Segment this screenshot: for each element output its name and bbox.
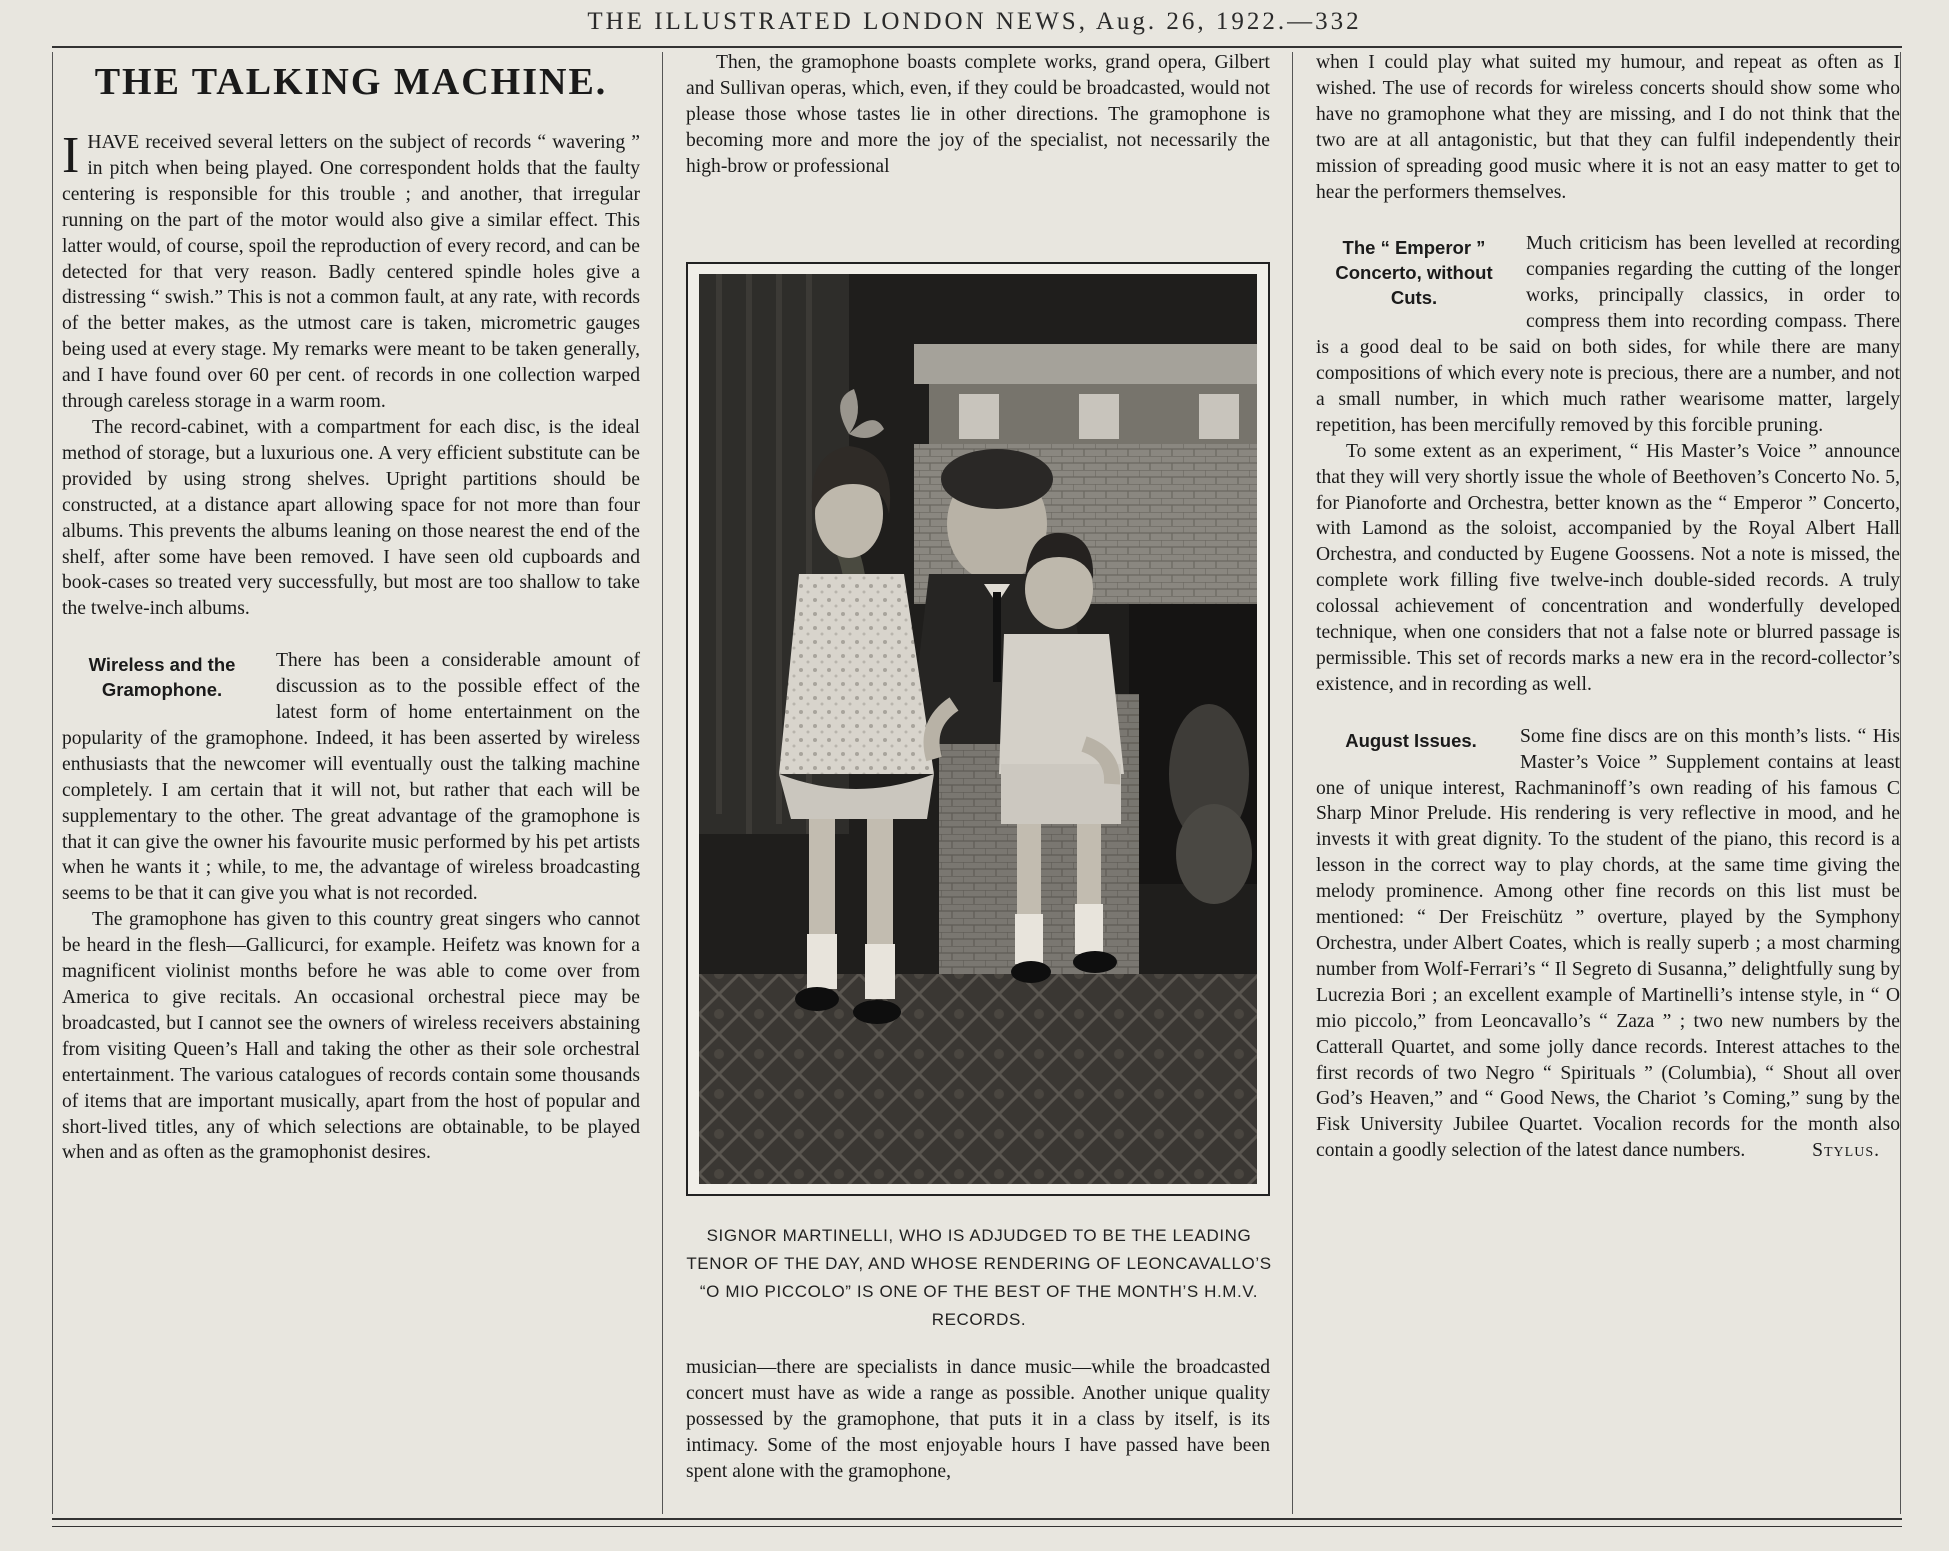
bottom-rule-thin	[52, 1526, 1902, 1527]
paragraph: The gramophone has given to this country great singers who cannot be heard in the flesh—Gallicurci, for example. Heifetz was known for a magnificent violinist months before he was able to come over from America to give recitals. An occasional orchestral piece may be broadcasted, but I cannot see the owners of wireless receivers abstaining from visiting Queen’s Hall and taking the other as their sole orchestral entertainment. The various catalogues of records contain some thousands of items that are important musically, apart from the host of popular and short-lived titles, any of which selections are obtainable, to be played when and as often as the gramophonist desires.	[62, 909, 640, 1164]
photo-caption: SIGNOR MARTINELLI, WHO IS ADJUDGED TO BE THE LEADING TENOR OF THE DAY, AND WHOSE RENDERING OF LEONCAVALLO’S “O MIO PICCOLO” IS ONE OF THE BEST OF THE MONTH’S H.M.V. RECORDS.	[686, 1226, 1272, 1329]
author-signature: Stylus.	[1812, 1140, 1880, 1162]
side-heading-august: August Issues.	[1345, 729, 1477, 751]
paragraph	[62, 648, 640, 907]
article-title: THE TALKING MACHINE.	[94, 61, 608, 103]
paragraph: musician—there are specialists in dance music—while the broadcasted concert must have as wide a range as possible. Another unique quality possessed by the gramophone, that puts it in a class by itself, is its intimacy. Some of the most enjoyable hours I have passed have been spent alone with the gramophone,	[686, 1357, 1270, 1482]
paragraph: The record-cabinet, with a compartment for each disc, is the ideal method of storage, but a luxurious one. A very efficient substitute can be provided by using strong shelves. Upright partitions should be constructed, at a distance apart allowing space for not more than four albums. This prevents the albums leaning on those nearest the end of the shelf, after some have been removed. I have seen old cupboards and book-cases so treated very successfully, but most are too shallow to take the twelve-inch albums.	[62, 416, 640, 620]
column-2	[686, 50, 1270, 180]
martinelli-photograph	[699, 274, 1257, 1184]
bottom-rule	[52, 1518, 1902, 1520]
photo-frame	[686, 262, 1270, 1196]
paragraph-text: HAVE received several letters on the subject of records “ wavering ” in pitch when being played. One correspondent holds that the faulty centering is responsible for this trouble ; and another, that irregular running on the part of the motor would also give a similar effect. This latter would, of course, spoil the reproduction of every record, and can be detected for that very reason. Badly centered spindle holes give a distressing “ swish.” This is not a common fault, at any rate, with records of the better makes, as the utmost care is taken, micrometric gauges being used at every stage. My remarks were meant to be taken generally, and I have found over 60 per cent. of records in one collection warped through careless storage in a warm room.	[62, 132, 640, 413]
column-3	[1316, 50, 1900, 1164]
paragraph	[62, 127, 640, 415]
paragraph: when I could play what suited my humour, and repeat as often as I wished. The use of records for wireless concerts should show some who have no gramophone what they are missing, and I do not think that the two are at all antagonistic, but that they can fulfil independently their mission of spreading good music where it is not an easy matter to get to hear the performers themselves.	[1316, 52, 1900, 203]
column-divider-2	[1292, 52, 1293, 1514]
column-1	[62, 50, 640, 1166]
paragraph	[1316, 724, 1900, 1164]
running-head: THE ILLUSTRATED LONDON NEWS, Aug. 26, 1922.—332	[587, 8, 1362, 35]
side-heading-emperor: The “ Emperor ” Concerto, without Cuts.	[1335, 237, 1493, 309]
spacer	[62, 622, 640, 648]
paragraph-text: There has been a considerable amount of discussion as to the possible effect of the latest form of home entertainment on the popularity of the gramophone. Indeed, it has been asserted by wireless enthusiasts that the newcomer will eventually oust the talking machine completely. I am certain that it will not, but rather that each will be supplementary to the other. The great advantage of the gramophone is that it can give the owner his favourite music performed by his pet artists when he wants it ; while, to me, the advantage of wireless broadcasting seems to be that it can give you what is not recorded.	[62, 650, 640, 905]
top-rule	[52, 46, 1902, 48]
paragraph-text: Some fine discs are on this month’s lists. “ His Master’s Voice ” Supplement contains at least one of unique interest, Rachmaninoff’s own reading of his famous C Sharp Minor Prelude. His rendering is very reflective in mood, and he invests it with great dignity. To the student of the piano, this record is a lesson in the correct way to play chords, at the same time giving the melody prominence. Among other fine records on this list must be mentioned: “ Der Freischütz ” overture, played by the Symphony Orchestra, under Albert Coates, which is really superb ; a most charming number from Wolf-Ferrari’s “ Il Segreto di Susanna,” delightfully sung by Lucrezia Bori ; an excellent example of Martinelli’s intense style, in “ O mio piccolo,” from Leoncavallo’s “ Zaza ” ; two new numbers by the Catterall Quartet, and some jolly dance records. Interest attaches to the first records of two Negro “ Spirituals ” (Columbia), “ Shout all over God’s Heaven,” and “ Good News, the Chariot ’s Coming,” sung by the Fisk University Jubilee Quartet. Vocalion records for the month also contain a goodly selection of the latest dance numbers.	[1316, 725, 1900, 1162]
paragraph	[1316, 231, 1900, 438]
column-divider-1	[662, 52, 663, 1514]
column-2-continued	[686, 1355, 1270, 1485]
side-heading-wireless: Wireless and the Gramophone.	[88, 654, 236, 701]
spacer	[1316, 205, 1900, 231]
left-border	[52, 52, 53, 1514]
right-border	[1900, 52, 1901, 1514]
drop-cap: I	[62, 127, 80, 184]
photograph-illustration	[699, 274, 1257, 1184]
spacer	[1316, 698, 1900, 724]
paragraph: Then, the gramophone boasts complete works, grand opera, Gilbert and Sullivan operas, which, even, if they could be broadcasted, would not please those whose tastes lie in other directions. The gramophone is becoming more and more the joy of the specialist, not necessarily the high-brow or professional	[686, 52, 1270, 177]
paragraph: To some extent as an experiment, “ His Master’s Voice ” announce that they will very shortly issue the whole of Beethoven’s Concerto No. 5, for Pianoforte and Orchestra, better known as the “ Emperor ” Concerto, with Lamond as the soloist, accompanied by the Royal Albert Hall Orchestra, and conducted by Eugene Goossens. Not a note is missed, the complete work filling five twelve-inch double-sided records. A truly colossal achievement of concentration and wonderfully developed technique, when one considers that not a false note or blurred passage is permissible. This set of records marks a new era in the record-collector’s existence, and in recording as well.	[1316, 440, 1900, 695]
paragraph-text: Much criticism has been levelled at recording companies regarding the cutting of the longer works, principally classics, in order to compress them into recording compass. There is a good deal to be said on both sides, for while there are many compositions of which every note is precious, there are a number, and not a small number, in which much rather wearisome matter, largely repetition, has been mercifully removed by this forcible pruning.	[1316, 233, 1900, 436]
